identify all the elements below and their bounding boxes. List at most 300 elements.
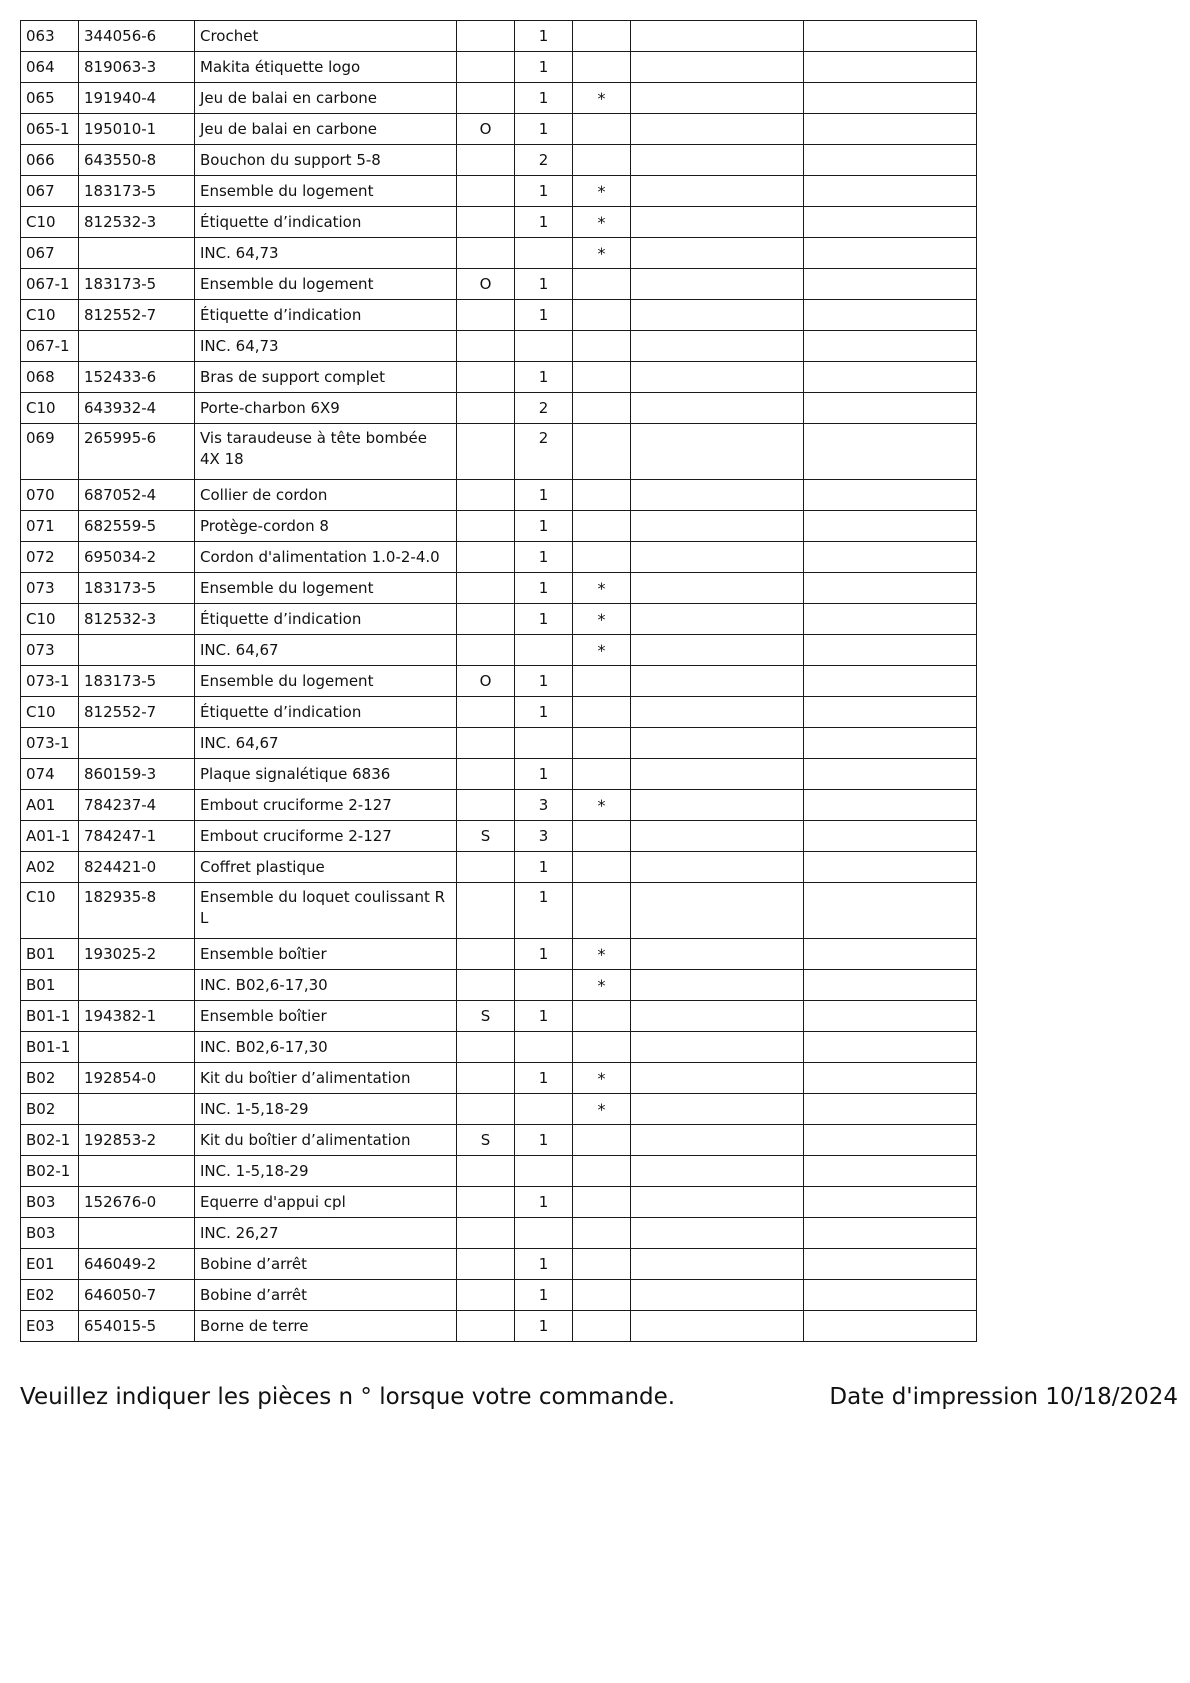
description-cell: Porte-charbon 6X9 (195, 393, 457, 424)
item-number-cell: 066 (21, 145, 79, 176)
quantity-cell: 1 (515, 269, 573, 300)
part-number-cell: 687052-4 (79, 480, 195, 511)
flag-cell (573, 21, 631, 52)
code-cell (457, 1156, 515, 1187)
quantity-cell (515, 1156, 573, 1187)
item-number-cell: B02 (21, 1063, 79, 1094)
part-number-cell: 192854-0 (79, 1063, 195, 1094)
table-row (21, 635, 977, 666)
blank-cell (631, 666, 804, 697)
quantity-cell: 1 (515, 604, 573, 635)
table-row (21, 114, 977, 145)
flag-cell (573, 1187, 631, 1218)
table-row (21, 1032, 977, 1063)
item-number-cell: E01 (21, 1249, 79, 1280)
code-cell (457, 424, 515, 480)
description-cell: Ensemble du logement (195, 666, 457, 697)
description-cell: Coffret plastique (195, 852, 457, 883)
item-number-cell: B02-1 (21, 1156, 79, 1187)
table-row (21, 83, 977, 114)
quantity-cell: 2 (515, 424, 573, 480)
description-cell: Bouchon du support 5-8 (195, 145, 457, 176)
blank-cell (804, 1094, 977, 1125)
description-cell: Kit du boîtier d’alimentation (195, 1063, 457, 1094)
table-row (21, 207, 977, 238)
quantity-cell: 1 (515, 300, 573, 331)
description-cell: Étiquette d’indication (195, 207, 457, 238)
description-cell: INC. 64,67 (195, 635, 457, 666)
table-row (21, 1187, 977, 1218)
quantity-cell (515, 635, 573, 666)
flag-cell (573, 1249, 631, 1280)
blank-cell (631, 1311, 804, 1342)
blank-cell (631, 697, 804, 728)
quantity-cell (515, 1032, 573, 1063)
part-number-cell (79, 970, 195, 1001)
table-row (21, 362, 977, 393)
blank-cell (631, 1001, 804, 1032)
flag-cell (573, 480, 631, 511)
flag-cell (573, 1311, 631, 1342)
blank-cell (804, 207, 977, 238)
blank-cell (631, 1187, 804, 1218)
part-number-cell (79, 728, 195, 759)
code-cell (457, 573, 515, 604)
part-number-cell: 643550-8 (79, 145, 195, 176)
part-number-cell (79, 1218, 195, 1249)
blank-cell (631, 511, 804, 542)
table-row (21, 52, 977, 83)
flag-cell: * (573, 1094, 631, 1125)
part-number-cell (79, 238, 195, 269)
flag-cell (573, 1218, 631, 1249)
table-row (21, 1156, 977, 1187)
part-number-cell: 183173-5 (79, 573, 195, 604)
item-number-cell: 069 (21, 424, 79, 480)
code-cell (457, 939, 515, 970)
part-number-cell (79, 1094, 195, 1125)
flag-cell (573, 362, 631, 393)
blank-cell (631, 542, 804, 573)
description-cell: Jeu de balai en carbone (195, 114, 457, 145)
quantity-cell: 1 (515, 1187, 573, 1218)
code-cell (457, 1311, 515, 1342)
blank-cell (631, 424, 804, 480)
description-cell: Collier de cordon (195, 480, 457, 511)
quantity-cell: 1 (515, 1311, 573, 1342)
description-cell: INC. 1-5,18-29 (195, 1094, 457, 1125)
quantity-cell: 1 (515, 480, 573, 511)
table-row (21, 269, 977, 300)
table-row (21, 1094, 977, 1125)
code-cell (457, 1218, 515, 1249)
table-row (21, 145, 977, 176)
description-cell: Protège-cordon 8 (195, 511, 457, 542)
code-cell (457, 1280, 515, 1311)
table-row (21, 1001, 977, 1032)
code-cell (457, 21, 515, 52)
part-number-cell: 812552-7 (79, 697, 195, 728)
blank-cell (631, 331, 804, 362)
code-cell (457, 238, 515, 269)
flag-cell: * (573, 1063, 631, 1094)
description-cell: INC. 64,73 (195, 238, 457, 269)
code-cell (457, 1063, 515, 1094)
blank-cell (804, 1063, 977, 1094)
blank-cell (631, 1094, 804, 1125)
quantity-cell: 1 (515, 83, 573, 114)
flag-cell (573, 300, 631, 331)
table-row (21, 697, 977, 728)
blank-cell (631, 1032, 804, 1063)
table-row (21, 821, 977, 852)
item-number-cell: 073 (21, 635, 79, 666)
code-cell (457, 207, 515, 238)
part-number-cell: 183173-5 (79, 666, 195, 697)
table-row (21, 970, 977, 1001)
blank-cell (804, 83, 977, 114)
flag-cell (573, 883, 631, 939)
blank-cell (631, 1125, 804, 1156)
blank-cell (804, 300, 977, 331)
table-row (21, 1311, 977, 1342)
blank-cell (631, 176, 804, 207)
flag-cell (573, 1125, 631, 1156)
flag-cell (573, 1156, 631, 1187)
description-cell: Plaque signalétique 6836 (195, 759, 457, 790)
part-number-cell: 646049-2 (79, 1249, 195, 1280)
code-cell (457, 697, 515, 728)
description-cell: INC. B02,6-17,30 (195, 970, 457, 1001)
blank-cell (631, 145, 804, 176)
quantity-cell (515, 1218, 573, 1249)
code-cell (457, 970, 515, 1001)
description-cell: Crochet (195, 21, 457, 52)
item-number-cell: 068 (21, 362, 79, 393)
code-cell (457, 542, 515, 573)
item-number-cell: C10 (21, 207, 79, 238)
code-cell (457, 635, 515, 666)
table-row (21, 1125, 977, 1156)
flag-cell (573, 728, 631, 759)
blank-cell (804, 176, 977, 207)
blank-cell (631, 790, 804, 821)
item-number-cell: 064 (21, 52, 79, 83)
part-number-cell: 812532-3 (79, 207, 195, 238)
blank-cell (804, 821, 977, 852)
blank-cell (631, 114, 804, 145)
part-number-cell: 682559-5 (79, 511, 195, 542)
flag-cell: * (573, 176, 631, 207)
flag-cell (573, 52, 631, 83)
blank-cell (804, 1032, 977, 1063)
quantity-cell: 2 (515, 393, 573, 424)
description-cell: Ensemble du loquet coulissant R L (195, 883, 457, 939)
description-cell: Ensemble du logement (195, 176, 457, 207)
part-number-cell (79, 331, 195, 362)
code-cell (457, 511, 515, 542)
description-cell: Étiquette d’indication (195, 604, 457, 635)
flag-cell (573, 759, 631, 790)
item-number-cell: 070 (21, 480, 79, 511)
description-cell: Embout cruciforme 2-127 (195, 821, 457, 852)
flag-cell (573, 511, 631, 542)
blank-cell (804, 970, 977, 1001)
code-cell (457, 852, 515, 883)
description-cell: Bobine d’arrêt (195, 1249, 457, 1280)
flag-cell (573, 666, 631, 697)
quantity-cell: 1 (515, 939, 573, 970)
table-row (21, 21, 977, 52)
description-cell: Embout cruciforme 2-127 (195, 790, 457, 821)
blank-cell (631, 604, 804, 635)
blank-cell (804, 1156, 977, 1187)
table-row (21, 759, 977, 790)
blank-cell (804, 697, 977, 728)
code-cell: S (457, 821, 515, 852)
table-row (21, 790, 977, 821)
blank-cell (804, 21, 977, 52)
item-number-cell: C10 (21, 697, 79, 728)
blank-cell (631, 883, 804, 939)
code-cell (457, 362, 515, 393)
item-number-cell: A02 (21, 852, 79, 883)
part-number-cell: 784247-1 (79, 821, 195, 852)
blank-cell (804, 331, 977, 362)
table-row (21, 542, 977, 573)
blank-cell (804, 852, 977, 883)
table-row (21, 852, 977, 883)
item-number-cell: E03 (21, 1311, 79, 1342)
blank-cell (804, 145, 977, 176)
code-cell (457, 604, 515, 635)
flag-cell (573, 393, 631, 424)
quantity-cell (515, 238, 573, 269)
quantity-cell: 1 (515, 666, 573, 697)
table-row (21, 176, 977, 207)
description-cell: Ensemble du logement (195, 269, 457, 300)
quantity-cell: 1 (515, 573, 573, 604)
quantity-cell: 1 (515, 207, 573, 238)
flag-cell (573, 424, 631, 480)
code-cell (457, 1094, 515, 1125)
blank-cell (804, 1280, 977, 1311)
blank-cell (804, 238, 977, 269)
item-number-cell: C10 (21, 393, 79, 424)
part-number-cell: 819063-3 (79, 52, 195, 83)
item-number-cell: 073-1 (21, 666, 79, 697)
blank-cell (804, 52, 977, 83)
description-cell: INC. 64,73 (195, 331, 457, 362)
table-row (21, 939, 977, 970)
code-cell (457, 1249, 515, 1280)
quantity-cell: 1 (515, 1280, 573, 1311)
quantity-cell: 1 (515, 114, 573, 145)
code-cell (457, 1032, 515, 1063)
item-number-cell: 073-1 (21, 728, 79, 759)
blank-cell (631, 238, 804, 269)
blank-cell (804, 1218, 977, 1249)
part-number-cell: 192853-2 (79, 1125, 195, 1156)
item-number-cell: E02 (21, 1280, 79, 1311)
description-cell: Étiquette d’indication (195, 300, 457, 331)
table-row (21, 1249, 977, 1280)
blank-cell (804, 759, 977, 790)
quantity-cell: 1 (515, 1063, 573, 1094)
print-date: Date d'impression 10/18/2024 (829, 1384, 1178, 1410)
table-row (21, 728, 977, 759)
item-number-cell: 071 (21, 511, 79, 542)
quantity-cell: 1 (515, 759, 573, 790)
table-row (21, 573, 977, 604)
blank-cell (804, 1001, 977, 1032)
item-number-cell: C10 (21, 300, 79, 331)
blank-cell (804, 635, 977, 666)
part-number-cell: 183173-5 (79, 269, 195, 300)
flag-cell (573, 852, 631, 883)
item-number-cell: A01-1 (21, 821, 79, 852)
blank-cell (804, 1125, 977, 1156)
quantity-cell: 1 (515, 176, 573, 207)
blank-cell (804, 480, 977, 511)
table-row (21, 238, 977, 269)
blank-cell (804, 604, 977, 635)
part-number-cell (79, 1032, 195, 1063)
item-number-cell: 065 (21, 83, 79, 114)
blank-cell (631, 21, 804, 52)
blank-cell (804, 728, 977, 759)
part-number-cell: 183173-5 (79, 176, 195, 207)
blank-cell (804, 573, 977, 604)
table-row (21, 666, 977, 697)
quantity-cell (515, 331, 573, 362)
flag-cell: * (573, 573, 631, 604)
description-cell: Bobine d’arrêt (195, 1280, 457, 1311)
description-cell: Ensemble boîtier (195, 1001, 457, 1032)
item-number-cell: 067-1 (21, 269, 79, 300)
table-row (21, 604, 977, 635)
part-number-cell: 194382-1 (79, 1001, 195, 1032)
blank-cell (631, 635, 804, 666)
part-number-cell: 860159-3 (79, 759, 195, 790)
description-cell: INC. 1-5,18-29 (195, 1156, 457, 1187)
code-cell (457, 480, 515, 511)
description-cell: Ensemble boîtier (195, 939, 457, 970)
flag-cell (573, 145, 631, 176)
item-number-cell: C10 (21, 604, 79, 635)
description-cell: INC. 64,67 (195, 728, 457, 759)
blank-cell (631, 393, 804, 424)
item-number-cell: 063 (21, 21, 79, 52)
blank-cell (804, 883, 977, 939)
flag-cell (573, 114, 631, 145)
flag-cell: * (573, 83, 631, 114)
blank-cell (804, 393, 977, 424)
code-cell: S (457, 1125, 515, 1156)
order-note: Veuillez indiquer les pièces n ° lorsque votre commande. (20, 1384, 676, 1410)
blank-cell (631, 821, 804, 852)
parts-table-body (21, 21, 977, 1342)
code-cell (457, 176, 515, 207)
part-number-cell: 182935-8 (79, 883, 195, 939)
part-number-cell (79, 1156, 195, 1187)
table-row (21, 480, 977, 511)
blank-cell (631, 573, 804, 604)
item-number-cell: B01 (21, 970, 79, 1001)
quantity-cell: 1 (515, 21, 573, 52)
quantity-cell: 1 (515, 883, 573, 939)
table-row (21, 511, 977, 542)
blank-cell (631, 1218, 804, 1249)
blank-cell (631, 480, 804, 511)
item-number-cell: B03 (21, 1187, 79, 1218)
table-row (21, 393, 977, 424)
item-number-cell: B03 (21, 1218, 79, 1249)
code-cell: O (457, 666, 515, 697)
part-number-cell: 193025-2 (79, 939, 195, 970)
code-cell: O (457, 269, 515, 300)
table-row (21, 300, 977, 331)
flag-cell (573, 821, 631, 852)
flag-cell: * (573, 970, 631, 1001)
blank-cell (804, 1311, 977, 1342)
quantity-cell: 3 (515, 790, 573, 821)
flag-cell (573, 697, 631, 728)
description-cell: Jeu de balai en carbone (195, 83, 457, 114)
quantity-cell (515, 970, 573, 1001)
code-cell (457, 728, 515, 759)
flag-cell: * (573, 604, 631, 635)
quantity-cell: 1 (515, 1249, 573, 1280)
description-cell: Cordon d'alimentation 1.0-2-4.0 (195, 542, 457, 573)
quantity-cell: 1 (515, 511, 573, 542)
description-cell: Étiquette d’indication (195, 697, 457, 728)
part-number-cell: 824421-0 (79, 852, 195, 883)
part-number-cell: 152676-0 (79, 1187, 195, 1218)
flag-cell: * (573, 635, 631, 666)
flag-cell: * (573, 238, 631, 269)
part-number-cell: 195010-1 (79, 114, 195, 145)
blank-cell (631, 1063, 804, 1094)
flag-cell (573, 331, 631, 362)
part-number-cell: 784237-4 (79, 790, 195, 821)
item-number-cell: B01 (21, 939, 79, 970)
code-cell (457, 759, 515, 790)
quantity-cell: 1 (515, 1001, 573, 1032)
table-row (21, 424, 977, 480)
blank-cell (804, 1187, 977, 1218)
item-number-cell: B01-1 (21, 1001, 79, 1032)
blank-cell (804, 790, 977, 821)
flag-cell (573, 1001, 631, 1032)
blank-cell (631, 970, 804, 1001)
code-cell (457, 883, 515, 939)
part-number-cell: 344056-6 (79, 21, 195, 52)
description-cell: Bras de support complet (195, 362, 457, 393)
part-number-cell: 152433-6 (79, 362, 195, 393)
blank-cell (631, 759, 804, 790)
parts-table (20, 20, 977, 1342)
quantity-cell: 1 (515, 542, 573, 573)
quantity-cell: 2 (515, 145, 573, 176)
table-row (21, 331, 977, 362)
description-cell: Borne de terre (195, 1311, 457, 1342)
part-number-cell: 812552-7 (79, 300, 195, 331)
quantity-cell (515, 728, 573, 759)
blank-cell (804, 362, 977, 393)
item-number-cell: 067 (21, 238, 79, 269)
item-number-cell: B02 (21, 1094, 79, 1125)
